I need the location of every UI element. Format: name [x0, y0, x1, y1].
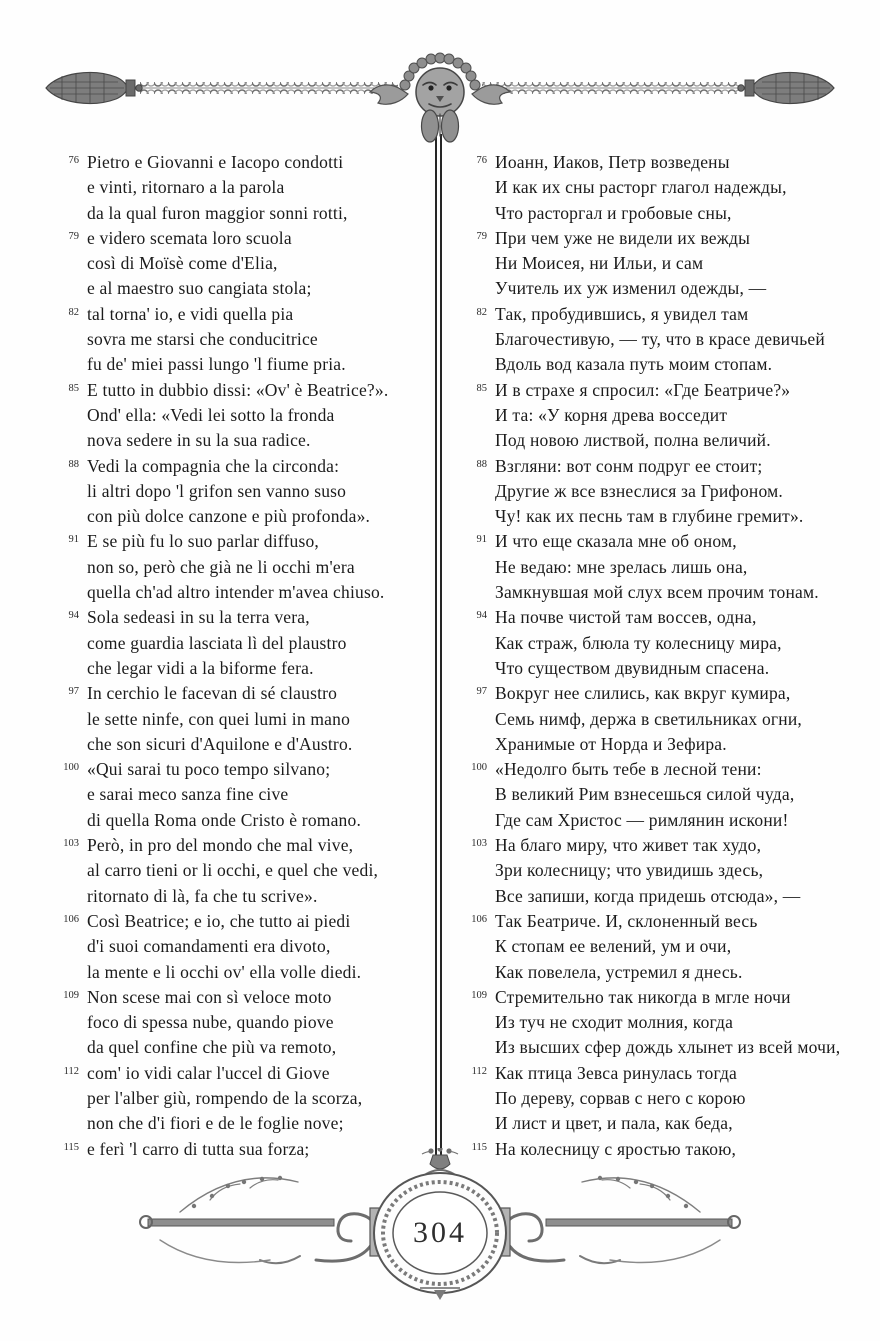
verse-line: [463, 1010, 868, 1035]
verse-text: И как их сны расторг глагол надежды,: [495, 177, 787, 198]
verse-text: Зри колесницу; что увидишь здесь,: [495, 860, 764, 881]
verse-line: [55, 656, 435, 681]
verse-line: [55, 732, 435, 757]
verse-text: Pietro e Giovanni e Iacopo condotti: [87, 152, 344, 172]
verse-line: [55, 504, 435, 529]
verse-text: И та: «У корня древа восседит: [495, 404, 728, 425]
verse-line: [55, 934, 435, 959]
verse-text: Так, пробудившись, я увидел там: [495, 303, 749, 324]
verse-line: [463, 1086, 868, 1111]
verse-line: [463, 479, 868, 504]
verse-line-number: 100: [63, 762, 79, 774]
verse-line: [463, 985, 868, 1010]
verse-line: [55, 251, 435, 276]
verse-text: Другие ж все взнеслися за Грифоном.: [495, 480, 783, 501]
verse-line-number: 76: [68, 155, 79, 166]
verse-line: [463, 378, 868, 403]
verse-line: [463, 529, 868, 554]
verse-line: [463, 757, 868, 782]
verse-line-number: 82: [476, 306, 487, 318]
verse-line: [463, 403, 868, 428]
verse-text: e vinti, ritornaro a la parola: [87, 177, 285, 198]
verse-text: d'i suoi comandamenti era divoto,: [87, 936, 331, 957]
verse-line: [55, 226, 435, 251]
verse-line: [55, 808, 435, 833]
italian-text-column: [55, 150, 435, 1162]
verse-line-number: 94: [476, 610, 487, 622]
verse-line: [55, 909, 435, 934]
verse-text: com' io vidi calar l'uccel di Giove: [87, 1062, 330, 1083]
verse-text: Что существом двувидным спасена.: [495, 657, 770, 678]
verse-line: [463, 681, 868, 706]
verse-line: [55, 1061, 435, 1086]
verse-line-number: 103: [471, 838, 487, 850]
verse-text: Вдоль вод казала путь моим стопам.: [495, 354, 773, 375]
verse-line: [55, 960, 435, 985]
verse-text: li altri dopo 'l grifon sen vanno suso: [87, 480, 347, 501]
verse-text: Из высших сфер дождь хлынет из всей мочи,: [495, 1037, 841, 1058]
verse-text: da la qual furon maggior sonni rotti,: [87, 202, 348, 223]
verse-line-number: 97: [68, 686, 79, 698]
verse-text: Стремительно так никогда в мгле ночи: [495, 986, 791, 1007]
verse-line: [463, 150, 868, 175]
verse-text: per l'alber giù, rompendo de la scorza,: [87, 1087, 363, 1108]
verse-line: [463, 327, 868, 352]
verse-line-number: 91: [476, 534, 487, 546]
verse-text: nova sedere in su la sua radice.: [87, 430, 311, 451]
verse-line-number: 85: [68, 382, 79, 394]
verse-line: [463, 352, 868, 377]
verse-text: ritornato di là, fa che tu scrive».: [87, 885, 318, 906]
verse-text: sovra me starsi che conducitrice: [87, 329, 318, 350]
verse-text: На благо миру, что живет так худо,: [495, 835, 762, 856]
verse-line: [463, 858, 868, 883]
verse-line-number: 115: [63, 1141, 79, 1153]
verse-line: [55, 858, 435, 883]
verse-text: Sola sedeasi in su la terra vera,: [87, 607, 310, 628]
verse-text: che son sicuri d'Aquilone e d'Austro.: [87, 733, 353, 754]
verse-text: e videro scemata loro scuola: [87, 227, 292, 248]
verse-line-number: 115: [471, 1141, 487, 1153]
verse-line-number: 82: [68, 306, 79, 318]
verse-line: [463, 1035, 868, 1060]
verse-text: tal torna' io, e vidi quella pia: [87, 303, 294, 324]
verse-line: [463, 555, 868, 580]
verse-text: Ни Моисея, ни Ильи, и сам: [495, 253, 704, 274]
verse-text: Под новою листвой, полна величий.: [495, 430, 771, 451]
verse-text: И лист и цвет, и пала, как беда,: [495, 1113, 733, 1134]
verse-text: In cerchio le facevan di sé claustro: [87, 683, 338, 704]
verse-line: [55, 276, 435, 301]
verse-text: Как повелела, устремил я днесь.: [495, 961, 743, 982]
verse-line-number: 112: [471, 1065, 487, 1077]
verse-line: [55, 529, 435, 554]
verse-line: [55, 555, 435, 580]
verse-text: В великий Рим взнесешься силой чуда,: [495, 784, 795, 805]
verse-text: Благочестивую, — ту, что в красе девичьей: [495, 329, 825, 350]
verse-text: foco di spessa nube, quando piove: [87, 1012, 334, 1033]
verse-line: [55, 1010, 435, 1035]
verse-line: [463, 175, 868, 200]
lion-mask-icon: [370, 53, 510, 142]
verse-line: [55, 985, 435, 1010]
verse-line: [55, 1035, 435, 1060]
verse-line: [55, 454, 435, 479]
verse-text: Так Беатриче. И, склоненный весь: [495, 910, 758, 931]
verse-text: e sarai meco sanza fine cive: [87, 784, 289, 805]
verse-text: Vedi la compagnia che la circonda:: [87, 455, 340, 476]
verse-text: non che d'i fiori e de le foglie nove;: [87, 1113, 344, 1134]
verse-text: fu de' miei passi lungo 'l fiume pria.: [87, 354, 346, 375]
verse-line: [55, 833, 435, 858]
verse-line: [55, 605, 435, 630]
verse-line: [463, 226, 868, 251]
verse-line: [463, 1061, 868, 1086]
verse-text: quella ch'ad altro intender m'avea chiuso.: [87, 582, 385, 603]
verse-text: «Qui sarai tu poco tempo silvano;: [87, 759, 331, 780]
verse-line-number: 106: [471, 913, 487, 925]
flower-vase-icon: [422, 1148, 458, 1169]
verse-line: [55, 884, 435, 909]
verse-text: Как страж, блюла ту колесницу мира,: [495, 632, 782, 653]
russian-text-column: [463, 150, 868, 1162]
verse-line: [55, 757, 435, 782]
verse-text: da quel confine che più va remoto,: [87, 1037, 337, 1058]
column-divider-rule: [435, 134, 442, 1162]
verse-line: [463, 1111, 868, 1136]
verse-line-number: 94: [68, 610, 79, 622]
verse-text: При чем уже не видели их вежды: [495, 227, 751, 248]
verse-text: На почве чистой там воссев, одна,: [495, 607, 757, 628]
verse-line: [463, 428, 868, 453]
pinecone-finial-icon: [46, 72, 142, 104]
verse-line: [55, 428, 435, 453]
verse-text: На колесницу с яростью такою,: [495, 1138, 737, 1159]
verse-line: [463, 276, 868, 301]
verse-line: [55, 580, 435, 605]
verse-line-number: 85: [476, 382, 487, 394]
verse-line: [55, 479, 435, 504]
verse-line: [463, 960, 868, 985]
verse-line: [463, 656, 868, 681]
verse-line: [463, 934, 868, 959]
verse-text: le sette ninfe, con quei lumi in mano: [87, 708, 351, 729]
verse-text: Семь нимф, держа в светильниках огни,: [495, 708, 802, 729]
verse-line: [55, 1086, 435, 1111]
verse-line-number: 91: [68, 534, 79, 546]
verse-line: [55, 352, 435, 377]
verse-text: «Недолго быть тебе в лесной тени:: [495, 759, 762, 780]
verse-line-number: 112: [63, 1065, 79, 1077]
header-ornament-graphic: [0, 40, 880, 158]
verse-line-number: 109: [63, 989, 79, 1001]
verse-text: Чу! как их песнь там в глубине гремит».: [495, 506, 804, 527]
verse-line: [55, 378, 435, 403]
verse-text: Что расторгал и гробовые сны,: [495, 202, 732, 223]
verse-line-number: 109: [471, 989, 487, 1001]
verse-line: [463, 732, 868, 757]
verse-line: [55, 327, 435, 352]
verse-line-number: 76: [476, 155, 487, 166]
verse-text: По дереву, сорвав с него с корою: [495, 1087, 746, 1108]
verse-line-number: 100: [471, 762, 487, 774]
verse-text: Così Beatrice; e io, che tutto ai piedi: [87, 910, 351, 931]
verse-line: [463, 884, 868, 909]
verse-text: Не ведаю: мне зрелась лишь она,: [495, 556, 748, 577]
verse-line: [55, 201, 435, 226]
verse-line: [463, 605, 868, 630]
verse-text: И что еще сказала мне об оном,: [495, 531, 737, 552]
verse-text: non so, però che già ne li occhi m'era: [87, 556, 355, 577]
verse-text: Учитель их уж изменил одежды, —: [495, 278, 767, 299]
verse-text: che legar vidi a la biforme fera.: [87, 657, 314, 678]
verse-line-number: 97: [476, 686, 487, 698]
verse-text: Ond' ella: «Vedi lei sotto la fronda: [87, 404, 335, 425]
verse-text: Из туч не сходит молния, когда: [495, 1012, 734, 1033]
verse-text: così di Moïsè come d'Elia,: [87, 253, 278, 274]
verse-line: [55, 681, 435, 706]
verse-line: [463, 504, 868, 529]
verse-line: [55, 1111, 435, 1136]
verse-line-number: 88: [476, 458, 487, 470]
verse-text: Вокруг нее слились, как вкруг кумира,: [495, 683, 791, 704]
verse-text: E se più fu lo suo parlar diffuso,: [87, 531, 319, 552]
verse-line-number: 88: [68, 458, 79, 470]
verse-text: al carro tieni or li occhi, e quel che vedi,: [87, 860, 379, 881]
verse-text: come guardia lasciata lì del plaustro: [87, 632, 347, 653]
verse-line: [463, 454, 868, 479]
verse-text: e ferì 'l carro di tutta sua forza;: [87, 1138, 310, 1159]
verse-text: Però, in pro del mondo che mal vive,: [87, 835, 354, 856]
verse-text: Как птица Зевса ринулась тогда: [495, 1062, 738, 1083]
verse-line: [463, 631, 868, 656]
verse-line: [463, 909, 868, 934]
verse-line-number: 103: [63, 838, 79, 850]
verse-line: [463, 833, 868, 858]
verse-text: Иоанн, Иаков, Петр возведены: [495, 152, 730, 172]
verse-line-number: 79: [68, 230, 79, 242]
verse-line: [463, 808, 868, 833]
verse-line-number: 106: [63, 913, 79, 925]
footer-ornament: [120, 1148, 760, 1308]
verse-line: [463, 707, 868, 732]
verse-text: Все запиши, когда придешь отсюда», —: [495, 885, 801, 906]
verse-text: E tutto in dubbio dissi: «Ov' è Beatrice?».: [87, 379, 389, 400]
verse-line: [55, 150, 435, 175]
verse-text: di quella Roma onde Cristo è romano.: [87, 809, 362, 830]
verse-text: Non scese mai con sì veloce moto: [87, 986, 332, 1007]
pinecone-finial-icon: [738, 72, 834, 104]
verse-text: e al maestro suo cangiata stola;: [87, 278, 312, 299]
verse-text: Замкнувшая мой слух всем прочим тонам.: [495, 582, 819, 603]
verse-text: la mente e li occhi ov' ella volle diedi.: [87, 961, 362, 982]
verse-text: con più dolce canzone e più profonda».: [87, 506, 371, 527]
verse-text: Хранимые от Норда и Зефира.: [495, 733, 727, 754]
verse-line: [463, 580, 868, 605]
verse-line: [463, 302, 868, 327]
header-ornament: [0, 40, 880, 158]
verse-line: [55, 631, 435, 656]
verse-line: [55, 782, 435, 807]
verse-line-number: 79: [476, 230, 487, 242]
verse-text: Взгляни: вот сонм подруг ее стоит;: [495, 455, 763, 476]
verse-text: К стопам ее велений, ум и очи,: [495, 936, 732, 957]
verse-line: [55, 175, 435, 200]
verse-line: [55, 403, 435, 428]
verse-line: [463, 251, 868, 276]
verse-line: [463, 201, 868, 226]
verse-line: [55, 302, 435, 327]
verse-line: [55, 707, 435, 732]
verse-text: Где сам Христос — римлянин искони!: [495, 809, 789, 830]
page-number: 304: [413, 1216, 467, 1249]
verse-text: И в страхе я спросил: «Где Беатриче?»: [495, 379, 791, 400]
verse-line: [463, 782, 868, 807]
